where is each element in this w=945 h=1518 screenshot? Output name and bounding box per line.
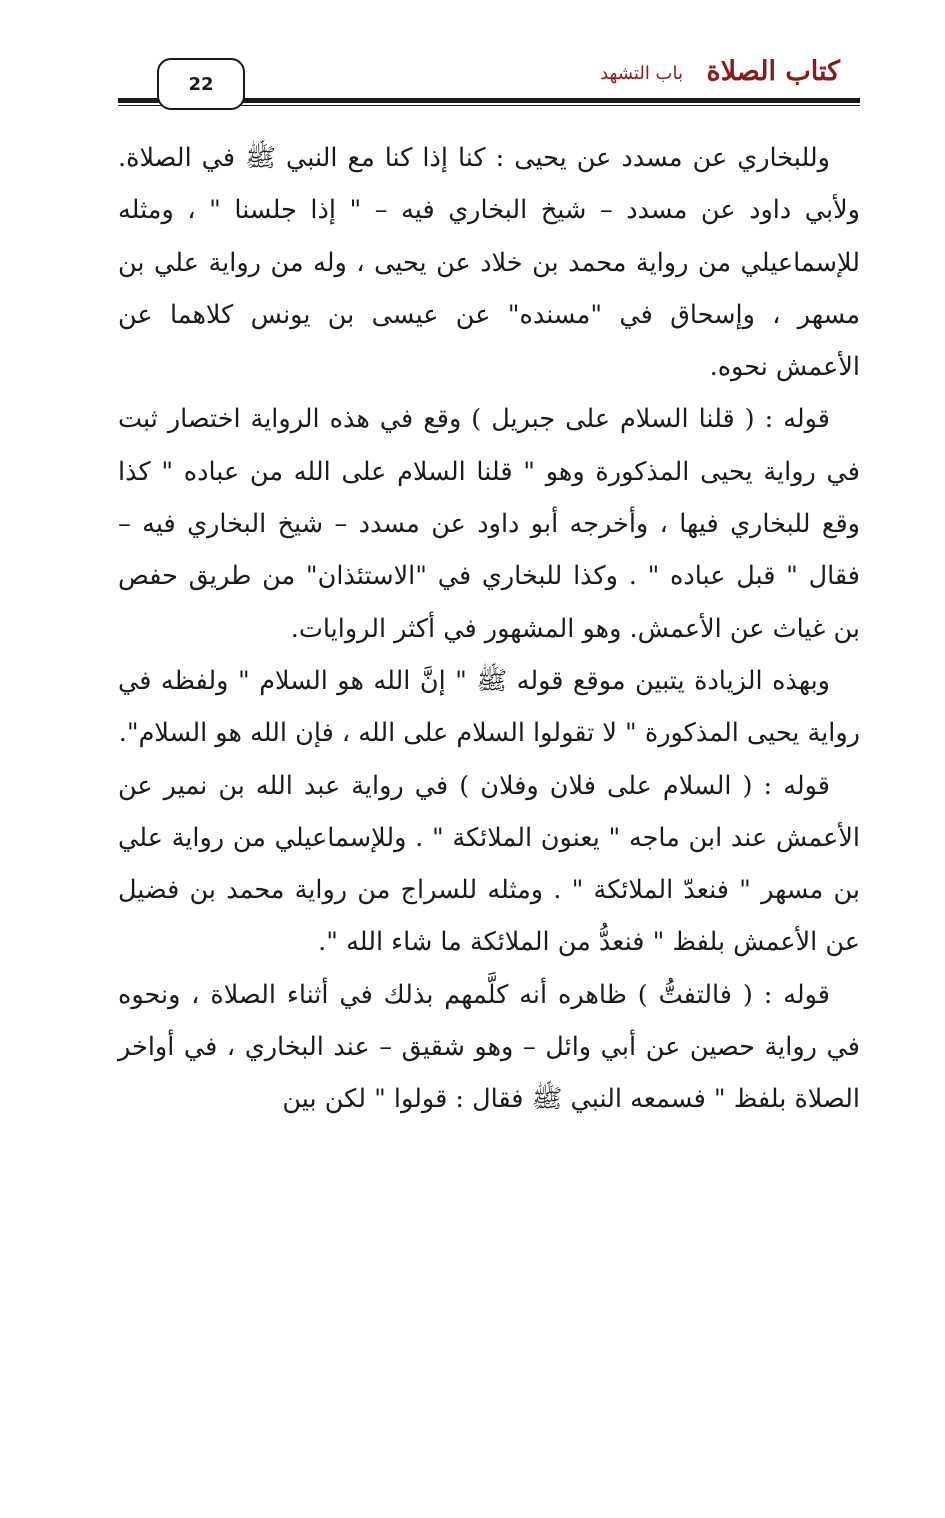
body-text bbox=[118, 132, 860, 1126]
book-title: كتاب الصلاة bbox=[706, 56, 840, 87]
page-number-tab bbox=[157, 58, 245, 110]
paragraph: قوله : ( قلنا السلام على جبريل ) وقع في هذه الرواية اختصار ثبت في رواية يحيى المذكورة وهو " قلنا السلام على الله من عباده " كذا وقع للبخاري فيها ، وأخرجه أبو داود عن مسدد – شيخ البخاري فيه – فقال " قبل عباده " . وكذا للبخاري في "الاستئذان" من طريق حفص بن غياث عن الأعمش. وهو المشهور في أكثر الروايات. bbox=[118, 404, 860, 644]
page-number: 22 bbox=[188, 73, 214, 95]
paragraph: وللبخاري عن مسدد عن يحيى : كنا إذا كنا مع النبي ﷺ في الصلاة. ولأبي داود عن مسدد – شيخ البخاري فيه – " إذا جلسنا " ، ومثله للإسماعيلي من رواية محمد بن خلاد عن يحيى ، وله من رواية علي بن مسهر ، وإسحاق في "مسنده" عن عيسى بن يونس كلاهما عن الأعمش نحوه. bbox=[118, 143, 860, 383]
paragraph: وبهذه الزيادة يتبين موقع قوله ﷺ " إنَّ الله هو السلام " ولفظه في رواية يحيى المذكورة " لا تقولوا السلام على الله ، فإن الله هو السلام". bbox=[118, 665, 860, 749]
paragraph: قوله : ( السلام على فلان وفلان ) في رواية عبد الله بن نمير عن الأعمش عند ابن ماجه " يعنون الملائكة " . وللإسماعيلي من رواية علي بن مسهر " فنعدّ الملائكة " . ومثله للسراج من رواية محمد بن فضيل عن الأعمش بلفظ " فنعدُّ من الملائكة ما شاء الله ". bbox=[118, 770, 860, 958]
page-header bbox=[0, 0, 945, 120]
chapter-title: باب التشهد bbox=[600, 63, 683, 84]
paragraph: قوله : ( فالتفتُّ ) ظاهره أنه كلَّمهم بذلك في أثناء الصلاة ، ونحوه في رواية حصين عن أبي وائل – وهو شقيق – عند البخاري ، في أواخر الصلاة بلفظ " فسمعه النبي ﷺ فقال : قولوا " لكن بين bbox=[118, 979, 860, 1115]
